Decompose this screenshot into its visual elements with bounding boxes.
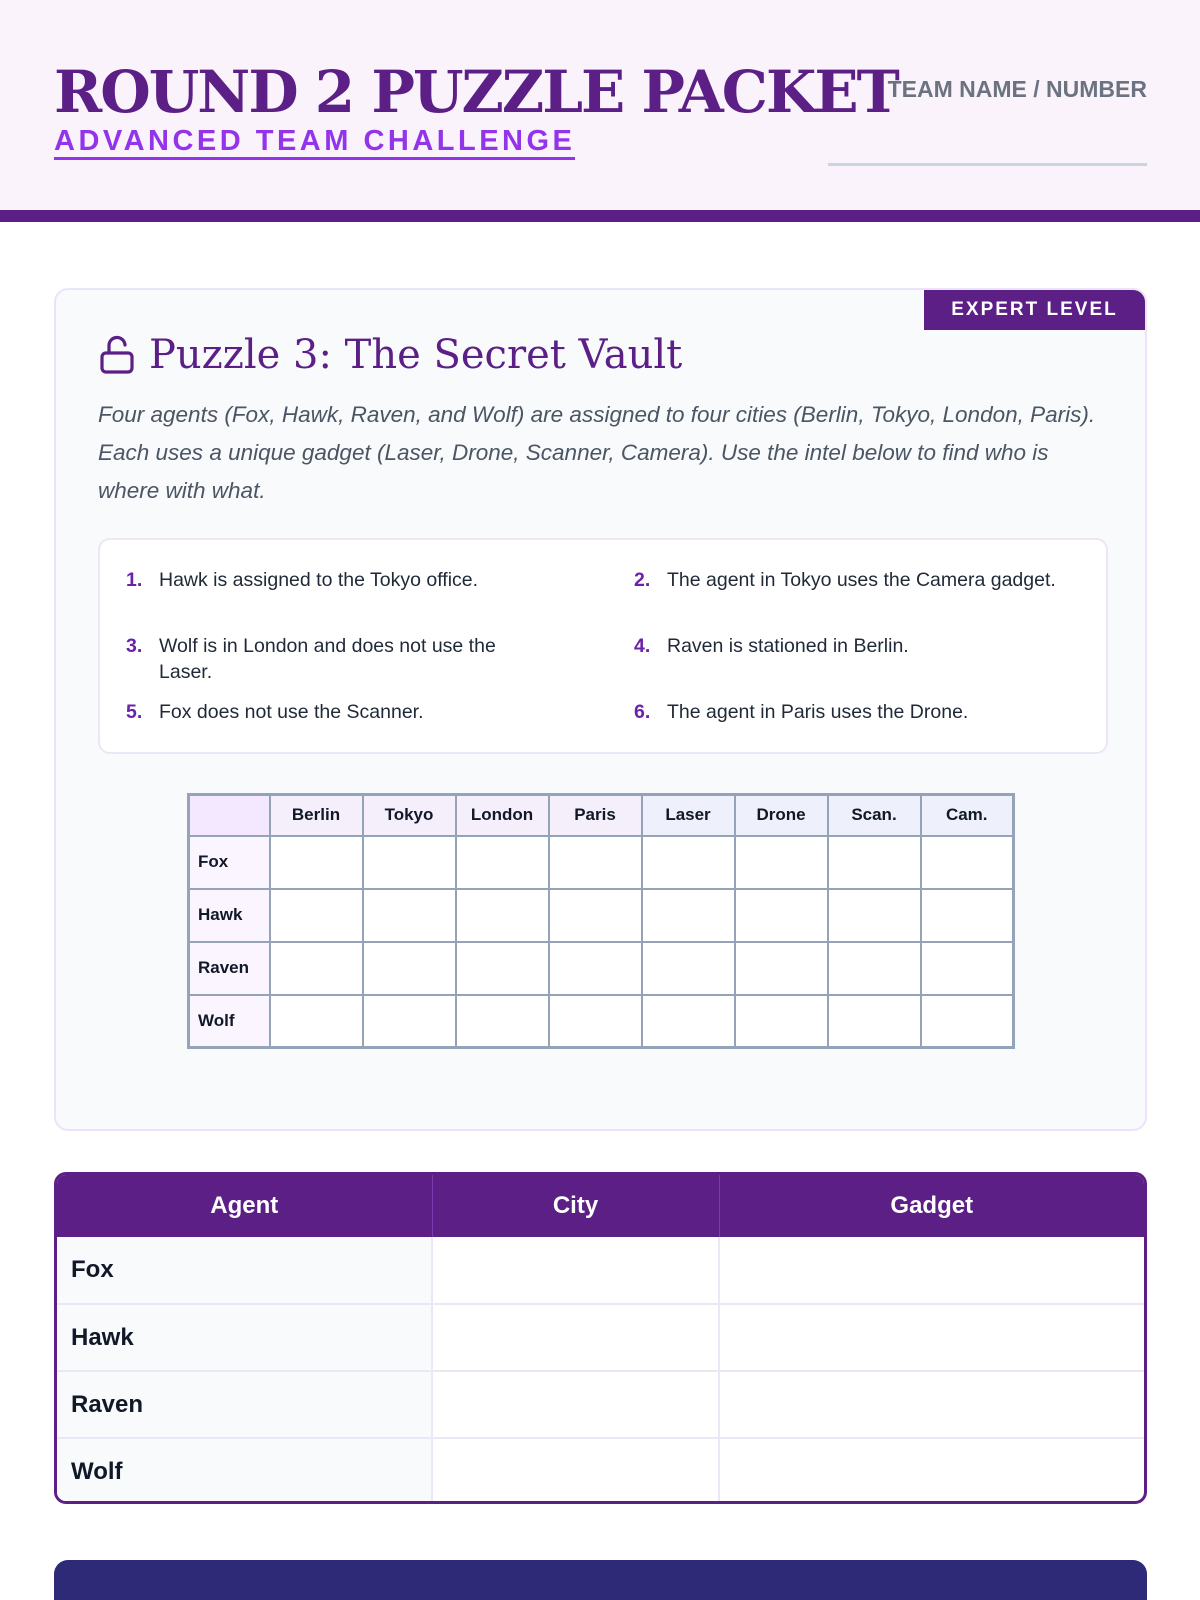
logic-grid-cell[interactable] bbox=[921, 836, 1014, 889]
footer-banner bbox=[54, 1560, 1147, 1600]
difficulty-badge: EXPERT LEVEL bbox=[924, 290, 1145, 330]
answer-gadget-cell[interactable] bbox=[719, 1438, 1144, 1504]
lock-icon bbox=[99, 335, 135, 375]
clue-number: 5. bbox=[126, 701, 143, 723]
logic-grid-cell[interactable] bbox=[828, 995, 921, 1048]
answer-agent-name: Hawk bbox=[57, 1304, 432, 1371]
logic-grid-column-header: Tokyo bbox=[363, 795, 456, 836]
clue-list bbox=[98, 538, 1108, 754]
logic-grid-row bbox=[189, 995, 1014, 1048]
clue-text: Wolf is in London and does not use the Laser. bbox=[159, 635, 496, 683]
logic-grid-cell[interactable] bbox=[921, 942, 1014, 995]
logic-grid-column-header: Cam. bbox=[921, 795, 1014, 836]
clue-number: 2. bbox=[634, 569, 651, 591]
logic-grid-cell[interactable] bbox=[456, 995, 549, 1048]
clue-number: 6. bbox=[634, 701, 651, 723]
answer-agent-name: Raven bbox=[57, 1371, 432, 1438]
clue-number: 3. bbox=[126, 635, 143, 657]
logic-grid-row-header: Wolf bbox=[189, 995, 270, 1048]
page-title: ROUND 2 PUZZLE PACKET bbox=[54, 58, 898, 126]
logic-grid-cell[interactable] bbox=[456, 889, 549, 942]
logic-grid-cell[interactable] bbox=[642, 889, 735, 942]
clue-item bbox=[126, 633, 546, 685]
logic-grid-cell[interactable] bbox=[735, 836, 828, 889]
logic-grid-cell[interactable] bbox=[456, 942, 549, 995]
logic-grid-cell[interactable] bbox=[549, 836, 642, 889]
logic-grid bbox=[187, 793, 1015, 1049]
logic-grid-cell[interactable] bbox=[549, 889, 642, 942]
clue-item bbox=[634, 633, 1074, 659]
logic-grid-cell[interactable] bbox=[735, 942, 828, 995]
logic-grid-row-header: Fox bbox=[189, 836, 270, 889]
answer-city-cell[interactable] bbox=[432, 1304, 719, 1371]
answer-column-header: City bbox=[432, 1175, 719, 1237]
logic-grid-cell[interactable] bbox=[270, 995, 363, 1048]
logic-grid-cell[interactable] bbox=[456, 836, 549, 889]
logic-grid-cell[interactable] bbox=[270, 942, 363, 995]
logic-grid-cell[interactable] bbox=[642, 995, 735, 1048]
clue-number: 4. bbox=[634, 635, 651, 657]
answer-city-cell[interactable] bbox=[432, 1438, 719, 1504]
answer-agent-name: Wolf bbox=[57, 1438, 432, 1504]
logic-grid-cell[interactable] bbox=[735, 889, 828, 942]
logic-grid-column-header: Scan. bbox=[828, 795, 921, 836]
clue-text: Raven is stationed in Berlin. bbox=[667, 635, 909, 657]
answer-gadget-cell[interactable] bbox=[719, 1304, 1144, 1371]
puzzle-card bbox=[54, 288, 1147, 1131]
logic-grid-column-header: Paris bbox=[549, 795, 642, 836]
logic-grid-cell[interactable] bbox=[921, 995, 1014, 1048]
clue-number: 1. bbox=[126, 569, 143, 591]
answer-header-row bbox=[57, 1175, 1144, 1237]
clue-text: Hawk is assigned to the Tokyo office. bbox=[159, 569, 479, 591]
team-name-label: TEAM NAME / NUMBER bbox=[887, 76, 1147, 102]
logic-grid-row bbox=[189, 942, 1014, 995]
clue-text: The agent in Tokyo uses the Camera gadget. bbox=[667, 569, 1056, 591]
logic-grid-column-header: London bbox=[456, 795, 549, 836]
answer-table bbox=[54, 1172, 1147, 1504]
answer-gadget-cell[interactable] bbox=[719, 1237, 1144, 1304]
clue-item bbox=[634, 699, 1074, 725]
clue-text: Fox does not use the Scanner. bbox=[159, 701, 424, 723]
puzzle-title: Puzzle 3: The Secret Vault bbox=[149, 332, 683, 378]
answer-column-header: Agent bbox=[57, 1175, 432, 1237]
logic-grid-column-header: Drone bbox=[735, 795, 828, 836]
logic-grid-row bbox=[189, 836, 1014, 889]
logic-grid-cell[interactable] bbox=[828, 889, 921, 942]
logic-grid-cell[interactable] bbox=[828, 942, 921, 995]
logic-grid-cell[interactable] bbox=[363, 995, 456, 1048]
logic-grid-cell[interactable] bbox=[549, 942, 642, 995]
logic-grid-header-row bbox=[189, 795, 1014, 836]
logic-grid-cell[interactable] bbox=[642, 942, 735, 995]
answer-city-cell[interactable] bbox=[432, 1237, 719, 1304]
logic-grid-cell[interactable] bbox=[363, 942, 456, 995]
answer-city-cell[interactable] bbox=[432, 1371, 719, 1438]
logic-grid-row bbox=[189, 889, 1014, 942]
answer-gadget-cell[interactable] bbox=[719, 1371, 1144, 1438]
logic-grid-row-header: Hawk bbox=[189, 889, 270, 942]
clue-item bbox=[634, 567, 1074, 593]
team-name-input-line[interactable] bbox=[828, 163, 1147, 166]
logic-grid-row-header: Raven bbox=[189, 942, 270, 995]
logic-grid-cell[interactable] bbox=[270, 889, 363, 942]
answer-agent-name: Fox bbox=[57, 1237, 432, 1304]
page-header bbox=[0, 0, 1200, 222]
logic-grid-cell[interactable] bbox=[363, 889, 456, 942]
logic-grid-cell[interactable] bbox=[642, 836, 735, 889]
puzzle-intro: Four agents (Fox, Hawk, Raven, and Wolf) are assigned to four cities (Berlin, Tokyo, London, Paris). Each uses a unique gadget (Laser, Drone, Scanner, Camera). Use the intel below to find who is where with what. bbox=[98, 402, 1096, 503]
clue-item bbox=[126, 567, 596, 593]
logic-grid-corner bbox=[189, 795, 270, 836]
logic-grid-cell[interactable] bbox=[921, 889, 1014, 942]
logic-grid-column-header: Berlin bbox=[270, 795, 363, 836]
logic-grid-cell[interactable] bbox=[549, 995, 642, 1048]
answer-row bbox=[57, 1237, 1144, 1304]
answer-row bbox=[57, 1304, 1144, 1371]
logic-grid-cell[interactable] bbox=[735, 995, 828, 1048]
page-subtitle: ADVANCED TEAM CHALLENGE bbox=[54, 126, 575, 160]
logic-grid-cell[interactable] bbox=[270, 836, 363, 889]
logic-grid-column-header: Laser bbox=[642, 795, 735, 836]
logic-grid-cell[interactable] bbox=[828, 836, 921, 889]
puzzle-heading bbox=[99, 332, 682, 378]
clue-item bbox=[126, 699, 596, 725]
logic-grid-cell[interactable] bbox=[363, 836, 456, 889]
answer-column-header: Gadget bbox=[719, 1175, 1144, 1237]
clue-text: The agent in Paris uses the Drone. bbox=[667, 701, 969, 723]
answer-row bbox=[57, 1438, 1144, 1504]
answer-row bbox=[57, 1371, 1144, 1438]
